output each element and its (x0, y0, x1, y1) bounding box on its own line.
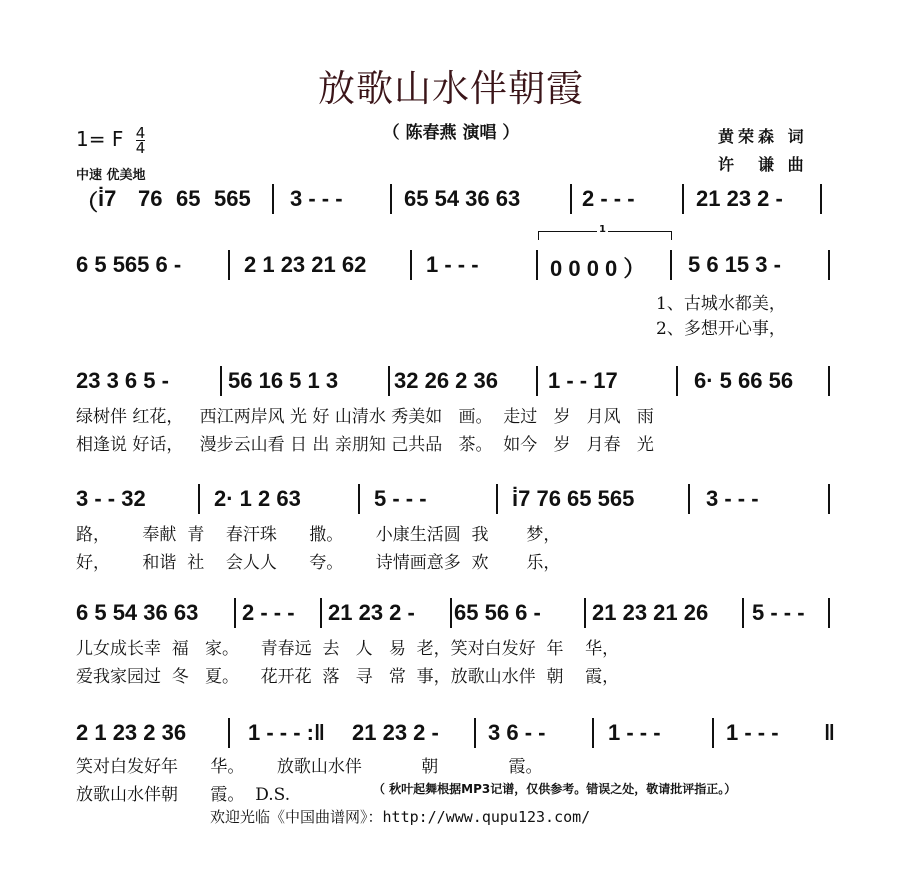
note-group: 1 - - - (426, 252, 479, 277)
time-signature (136, 126, 146, 155)
bar-line (828, 598, 830, 628)
note-group: 5 - - - (752, 600, 805, 625)
tempo-marking: 中速 优美地 (76, 168, 146, 183)
bar-line (474, 718, 476, 748)
note-group: 3 - - - (290, 186, 343, 211)
note-group: 1 - - - (608, 720, 661, 745)
note-group: i̇7 76 65 565 (512, 486, 635, 511)
note-group: 56 16 5 1 3 (228, 368, 339, 393)
note-group: 65 56 6 - (454, 600, 541, 625)
bar-line (320, 598, 322, 628)
note-group: 32 26 2 36 (394, 368, 498, 393)
bar-line (388, 366, 390, 396)
note-group: 2 1 23 21 62 (244, 252, 367, 277)
bar-line (228, 250, 230, 280)
bar-line (536, 250, 538, 280)
bar-line (358, 484, 360, 514)
song-title: 放歌山水伴朝霞 (318, 67, 584, 110)
lyric-line: 放歌山水伴朝 霞。 D.S. (76, 785, 291, 805)
note-group: ‖ (824, 720, 835, 745)
note-group: 0 0 0 0 ） (550, 256, 646, 281)
key-signature (76, 126, 145, 155)
lyric-line: 路， 奉献 青 春汗珠 撒。 小康生活圆 我 梦， (76, 525, 561, 545)
lyric-line: 爱我家园过 冬 夏。 花开花 落 寻 常 事，放歌山水伴 朝 霞， (76, 667, 620, 687)
performer: （ 陈春燕 演唱 ） (382, 123, 520, 143)
bar-line (450, 598, 452, 628)
note-group: 3 6 - - (488, 720, 546, 745)
note-group: 2· 1 2 63 (214, 486, 301, 511)
bar-line (496, 484, 498, 514)
note-group: 6· 5 66 56 (694, 368, 794, 393)
lyric-line: 2、多想开心事， (656, 319, 786, 339)
bar-line (828, 484, 830, 514)
note-group: 6 5 565 6 - (76, 252, 182, 277)
note-group: i̇7 (98, 186, 117, 211)
note-group: 76 (138, 186, 163, 211)
note-group: 65 (176, 186, 201, 211)
bar-line (688, 484, 690, 514)
note-group: 5 - - - (374, 486, 427, 511)
volta-number: 1 (599, 224, 606, 235)
bar-line (198, 484, 200, 514)
lyric-line: 好， 和谐 社 会人人 夸。 诗情画意多 欢 乐， (76, 553, 561, 573)
note-group: 21 23 2 - (352, 720, 439, 745)
bar-line (828, 366, 830, 396)
lyricist-credit: 黄荣森 词 (718, 127, 808, 146)
bar-line (584, 598, 586, 628)
bar-line (820, 184, 822, 214)
note-group: （ (76, 190, 99, 215)
note-group: 23 3 6 5 - (76, 368, 169, 393)
note-group: 21 23 2 - (328, 600, 415, 625)
time-sig-bottom: 4 (135, 139, 146, 157)
site-footer: 欢迎光临《中国曲谱网》：http://www.qupu123.com/ (210, 808, 591, 826)
lyric-line: 儿女成长幸 福 家。 青春远 去 人 易 老，笑对白发好 年 华， (76, 639, 620, 659)
note-group: 65 54 36 63 (404, 186, 521, 211)
bar-line (742, 598, 744, 628)
bar-line (570, 184, 572, 214)
note-group: 1 - - - :‖ (248, 720, 325, 745)
lyric-line: 1、古城水都美， (656, 294, 786, 314)
bar-line (272, 184, 274, 214)
time-sig-top: 4 (135, 124, 146, 142)
bar-line (390, 184, 392, 214)
bar-line (220, 366, 222, 396)
note-group: 2 1 23 2 36 (76, 720, 187, 745)
note-group: 565 (214, 186, 251, 211)
note-group: 5 6 15 3 - (688, 252, 781, 277)
note-group: 21 23 21 26 (592, 600, 709, 625)
bar-line (828, 250, 830, 280)
key-label: 1= F (76, 127, 124, 151)
lyric-line: 绿树伴 红花， 西江两岸风 光 好 山清水 秀美如 画。 走过 岁 月风 雨 (76, 407, 654, 427)
bar-line (234, 598, 236, 628)
bar-line (670, 250, 672, 280)
note-group: 1 - - - (726, 720, 779, 745)
composer-credit: 许 谦 曲 (718, 155, 808, 174)
bar-line (676, 366, 678, 396)
note-group: 6 5 54 36 63 (76, 600, 199, 625)
bar-line (592, 718, 594, 748)
lyric-line: 相逢说 好话， 漫步云山看 日 出 亲朋知 己共品 茶。 如今 岁 月春 光 (76, 435, 654, 455)
note-group: 2 - - - (242, 600, 295, 625)
lyric-line: 笑对白发好年 华。 放歌山水伴 朝 霞。 (76, 757, 543, 777)
note-group: 21 23 2 - (696, 186, 783, 211)
bar-line (712, 718, 714, 748)
bar-line (228, 718, 230, 748)
note-group: 3 - - 32 (76, 486, 146, 511)
note-group: 2 - - - (582, 186, 635, 211)
note-group: 1 - - 17 (548, 368, 618, 393)
footnote: （ 秋叶起舞根据MP3记谱，仅供参考。错误之处，敬请批评指正。） (373, 782, 737, 796)
bar-line (410, 250, 412, 280)
note-group: 3 - - - (706, 486, 759, 511)
bar-line (536, 366, 538, 396)
bar-line (682, 184, 684, 214)
